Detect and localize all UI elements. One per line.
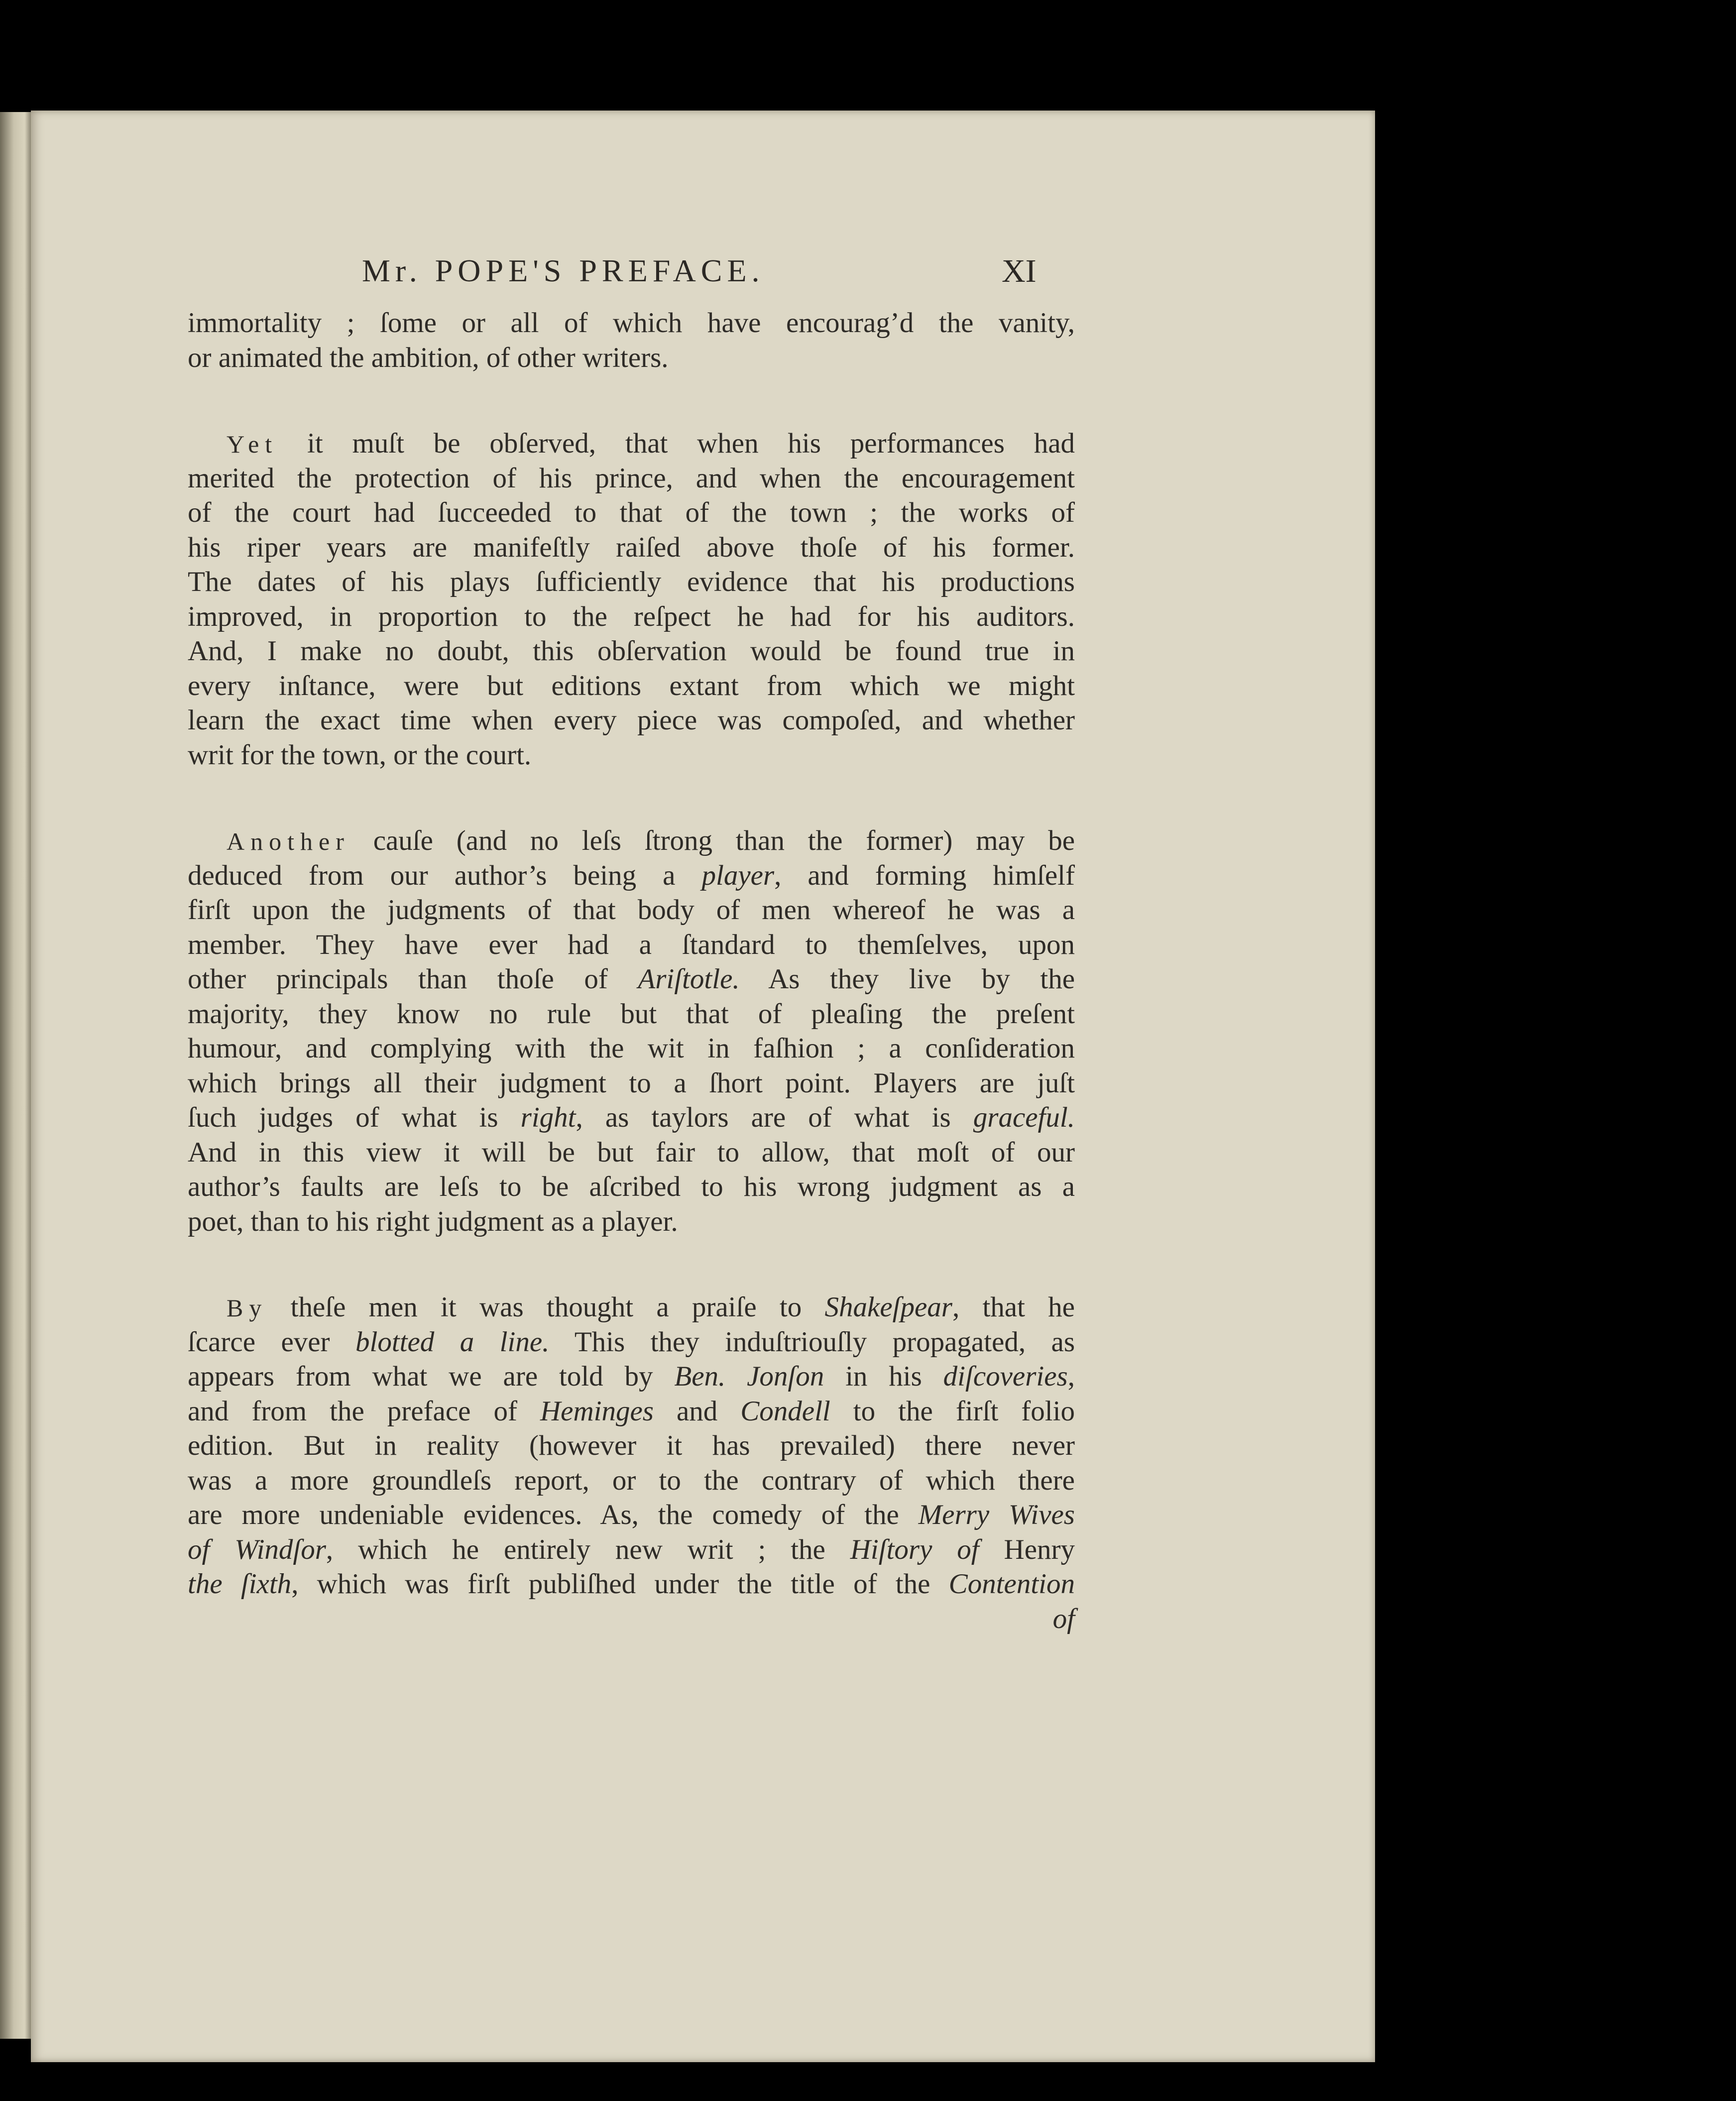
paragraph-1 <box>188 306 1075 375</box>
paragraph-2 <box>188 426 1075 772</box>
left-page-edge <box>0 112 31 2039</box>
italic-word: Ariſtotle. <box>638 963 740 995</box>
italic-word: blotted a line. <box>355 1326 550 1358</box>
text-line: ſcarce ever blotted a line. This they induſtriouſly propagated, as <box>188 1326 1075 1358</box>
text-line: member. They have ever had a ſtandard to themſelves, upon <box>188 929 1075 960</box>
small-caps-lead: Another <box>227 827 350 855</box>
text-line: other principals than thoſe of Ariſtotle. As they live by the <box>188 963 1075 995</box>
text-line: improved, in proportion to the reſpect he had for his auditors. <box>188 600 1075 632</box>
text-line: The dates of his plays ſufficiently evidence that his productions <box>188 566 1075 597</box>
text-line: humour, and complying with the wit in faſhion ; a conſideration <box>188 1033 1075 1064</box>
paragraph-3 <box>188 823 1075 1239</box>
body-text <box>188 306 1075 1636</box>
catchword: of <box>1052 1603 1075 1634</box>
italic-word: Ben. Jonſon <box>674 1361 824 1392</box>
italic-word: of Windſor <box>188 1533 326 1565</box>
text-line: appears from what we are told by Ben. Jonſon in his diſcoveries, <box>188 1361 1075 1392</box>
text-line: deduced from our author’s being a player, and forming himſelf <box>188 859 1075 891</box>
text-line: firſt upon the judgments of that body of men whereof he was a <box>188 894 1075 926</box>
text-line: And in this view it will be but fair to allow, that moſt of our <box>188 1136 1075 1168</box>
text-line: which brings all their judgment to a ſhort point. Players are juſt <box>188 1067 1075 1099</box>
italic-word: Contention <box>948 1568 1075 1600</box>
running-head-title: Mr. POPE'S PREFACE. <box>362 253 765 288</box>
text-line: majority, they know no rule but that of pleaſing the preſent <box>188 998 1075 1030</box>
page-number: XI <box>1002 253 1037 289</box>
small-caps-lead: Yet <box>227 430 278 458</box>
text-line: By theſe men it was thought a praiſe to Shakeſpear, that he <box>227 1291 1075 1323</box>
running-head <box>31 252 1375 297</box>
text-line: his riper years are manifeſtly raiſed above thoſe of his former. <box>188 531 1075 563</box>
text-line: ſuch judges of what is right, as taylors are of what is graceful. <box>188 1102 1075 1133</box>
italic-word: graceful. <box>973 1102 1075 1133</box>
italic-word: Heminges <box>540 1395 654 1427</box>
text-line: and from the preface of Heminges and Condell to the firſt folio <box>188 1395 1075 1427</box>
text-line: merited the protection of his prince, and when the encouragement <box>188 462 1075 494</box>
book-page <box>31 111 1375 2062</box>
text-line: every inſtance, were but editions extant from which we might <box>188 670 1075 701</box>
text-line: author’s faults are leſs to be aſcribed to his wrong judgment as a <box>188 1171 1075 1202</box>
text-line: writ for the town, or the court. <box>188 739 532 771</box>
italic-word: Merry Wives <box>918 1499 1075 1530</box>
text-line: learn the exact time when every piece was compoſed, and whether <box>188 704 1075 736</box>
text-line: Another cauſe (and no leſs ſtrong than the former) may be <box>227 825 1075 856</box>
text-line: or animated the ambition, of other writers. <box>188 342 669 373</box>
small-caps-lead: By <box>227 1294 268 1322</box>
text-line: of the court had ſucceeded to that of the town ; the works of <box>188 497 1075 528</box>
text-line: of Windſor, which he entirely new writ ; the Hiſtory of Henry <box>188 1533 1075 1565</box>
text-line: Yet it muſt be obſerved, that when his performances had <box>227 428 1075 459</box>
text-line: And, I make no doubt, this obſervation would be found true in <box>188 635 1075 667</box>
text-line: poet, than to his right judgment as a player. <box>188 1205 678 1237</box>
text-line: the ſixth, which was firſt publiſhed under the title of the Contention <box>188 1568 1075 1600</box>
text-line: are more undeniable evidences. As, the comedy of the Merry Wives <box>188 1499 1075 1530</box>
italic-word: the ſixth <box>188 1568 292 1600</box>
italic-word: Shakeſpear <box>824 1291 952 1323</box>
italic-word: right <box>520 1102 576 1133</box>
paragraph-4 <box>188 1290 1075 1636</box>
text-line: edition. But in reality (however it has prevailed) there never <box>188 1430 1075 1461</box>
italic-word: Condell <box>740 1395 830 1427</box>
italic-word: Hiſtory of <box>850 1533 979 1565</box>
italic-word: diſcoveries <box>943 1361 1068 1392</box>
text-line: immortality ; ſome or all of which have encourag’d the vanity, <box>188 307 1075 339</box>
text-line: was a more groundleſs report, or to the contrary of which there <box>188 1464 1075 1496</box>
italic-word: player <box>701 859 775 891</box>
